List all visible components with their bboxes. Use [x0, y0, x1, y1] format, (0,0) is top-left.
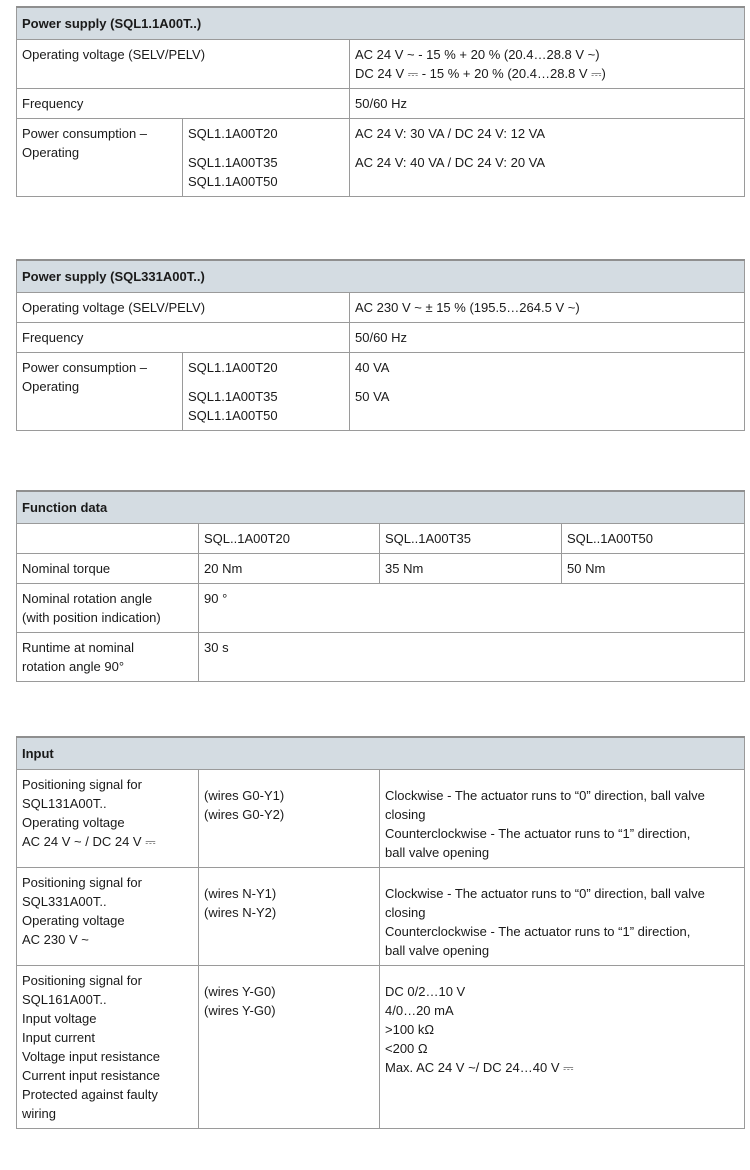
desc-line: closing — [385, 905, 426, 920]
table-title: Power supply (SQL1.1A00T..) — [17, 7, 745, 40]
label-line: Runtime at nominal — [22, 640, 134, 655]
desc-line: <200 Ω — [385, 1041, 428, 1056]
row-value: 30 s — [199, 633, 745, 682]
row-label: Operating voltage (SELV/PELV) — [17, 293, 350, 323]
row-value: 50 VA — [350, 382, 745, 431]
desc-line: ball valve opening — [385, 845, 490, 860]
table-row — [17, 584, 745, 633]
label-line: Positioning signal for — [22, 777, 142, 792]
desc-line: Counterclockwise - The actuator runs to “1” direction, — [385, 924, 691, 939]
row-value: 50 Nm — [562, 554, 745, 584]
label-line: SQL161A00T.. — [22, 992, 107, 1007]
table-row — [17, 966, 745, 1129]
label-line: wiring — [22, 1106, 56, 1121]
desc-line: ball valve opening — [385, 943, 490, 958]
row-label: Frequency — [17, 89, 350, 119]
label-line: (with position indication) — [22, 610, 161, 625]
label-line: Input voltage — [22, 1011, 97, 1026]
model-name: SQL1.1A00T20 — [183, 353, 350, 383]
row-label — [17, 966, 199, 1129]
empty-cell — [17, 524, 199, 554]
table-row — [17, 554, 745, 584]
label-line: Positioning signal for — [22, 875, 142, 890]
row-label — [17, 633, 199, 682]
label-line: AC 230 V ~ — [22, 932, 89, 947]
row-value: AC 230 V ~ ± 15 % (195.5…264.5 V ~) — [350, 293, 745, 323]
row-label: Power consumption – Operating — [17, 119, 183, 197]
row-label — [17, 770, 199, 868]
model-line: SQL1.1A00T50 — [188, 174, 278, 189]
value-line: AC 24 V ~ - 15 % + 20 % (20.4…28.8 V ~) — [355, 47, 600, 62]
wires-cell — [199, 966, 380, 1129]
row-label: Operating voltage (SELV/PELV) — [17, 40, 350, 89]
row-value: 40 VA — [350, 353, 745, 383]
wire-line: (wires N-Y2) — [204, 905, 277, 920]
label-line: Input current — [22, 1030, 95, 1045]
wire-line: (wires G0-Y2) — [204, 807, 285, 822]
table-row — [17, 119, 745, 149]
model-line: SQL1.1A00T35 — [188, 155, 278, 170]
row-label: Frequency — [17, 323, 350, 353]
label-line: Protected against faulty — [22, 1087, 158, 1102]
value-line: DC 24 V ⎓ - 15 % + 20 % (20.4…28.8 V ⎓) — [355, 66, 606, 81]
row-value: AC 24 V: 30 VA / DC 24 V: 12 VA — [350, 119, 745, 149]
table-title: Function data — [17, 491, 745, 524]
column-header: SQL..1A00T20 — [199, 524, 380, 554]
label-line: Positioning signal for — [22, 973, 142, 988]
table-row — [17, 868, 745, 966]
desc-cell — [380, 966, 745, 1129]
model-line: SQL1.1A00T35 — [188, 389, 278, 404]
table-title: Input — [17, 737, 745, 770]
table-row — [17, 323, 745, 353]
desc-line: DC 0/2…10 V — [385, 984, 466, 999]
table-row — [17, 293, 745, 323]
wire-line: (wires N-Y1) — [204, 886, 277, 901]
label-line: Nominal rotation angle — [22, 591, 153, 606]
row-value: 90 ° — [199, 584, 745, 633]
label-line: Current input resistance — [22, 1068, 161, 1083]
input-table — [16, 736, 745, 1129]
table-row — [17, 353, 745, 383]
row-value: 35 Nm — [380, 554, 562, 584]
desc-line: Counterclockwise - The actuator runs to “1” direction, — [385, 826, 691, 841]
row-label — [17, 868, 199, 966]
row-value: AC 24 V: 40 VA / DC 24 V: 20 VA — [350, 148, 745, 197]
row-value: 20 Nm — [199, 554, 380, 584]
row-label — [17, 584, 199, 633]
table-row — [17, 770, 745, 868]
table-title: Power supply (SQL331A00T..) — [17, 260, 745, 293]
table-row — [17, 89, 745, 119]
desc-line: 4/0…20 mA — [385, 1003, 454, 1018]
desc-cell — [380, 868, 745, 966]
function-data-table — [16, 490, 745, 682]
power-supply-sql11-table — [16, 6, 745, 197]
label-line: Operating voltage — [22, 815, 125, 830]
table-row — [17, 524, 745, 554]
wire-line: (wires Y-G0) — [204, 984, 276, 999]
row-value: 50/60 Hz — [350, 89, 745, 119]
label-line: SQL131A00T.. — [22, 796, 107, 811]
model-name — [183, 148, 350, 197]
model-line: SQL1.1A00T50 — [188, 408, 278, 423]
table-row — [17, 40, 745, 89]
desc-line: >100 kΩ — [385, 1022, 435, 1037]
desc-cell — [380, 770, 745, 868]
column-header: SQL..1A00T50 — [562, 524, 745, 554]
row-label: Power consumption – Operating — [17, 353, 183, 431]
desc-line: Clockwise - The actuator runs to “0” direction, ball valve — [385, 788, 705, 803]
desc-line: Max. AC 24 V ~/ DC 24…40 V ⎓ — [385, 1060, 574, 1075]
column-header: SQL..1A00T35 — [380, 524, 562, 554]
wire-line: (wires G0-Y1) — [204, 788, 285, 803]
label-line: SQL331A00T.. — [22, 894, 107, 909]
label-line: AC 24 V ~ / DC 24 V ⎓ — [22, 834, 156, 849]
row-value — [350, 40, 745, 89]
wires-cell — [199, 770, 380, 868]
model-name — [183, 382, 350, 431]
row-value: 50/60 Hz — [350, 323, 745, 353]
wires-cell — [199, 868, 380, 966]
power-supply-sql331-table — [16, 259, 745, 431]
label-line: Voltage input resistance — [22, 1049, 161, 1064]
row-label: Nominal torque — [17, 554, 199, 584]
model-name: SQL1.1A00T20 — [183, 119, 350, 149]
label-line: rotation angle 90° — [22, 659, 125, 674]
desc-line: Clockwise - The actuator runs to “0” direction, ball valve — [385, 886, 705, 901]
desc-line: closing — [385, 807, 426, 822]
label-line: Operating voltage — [22, 913, 125, 928]
wire-line: (wires Y-G0) — [204, 1003, 276, 1018]
table-row — [17, 633, 745, 682]
